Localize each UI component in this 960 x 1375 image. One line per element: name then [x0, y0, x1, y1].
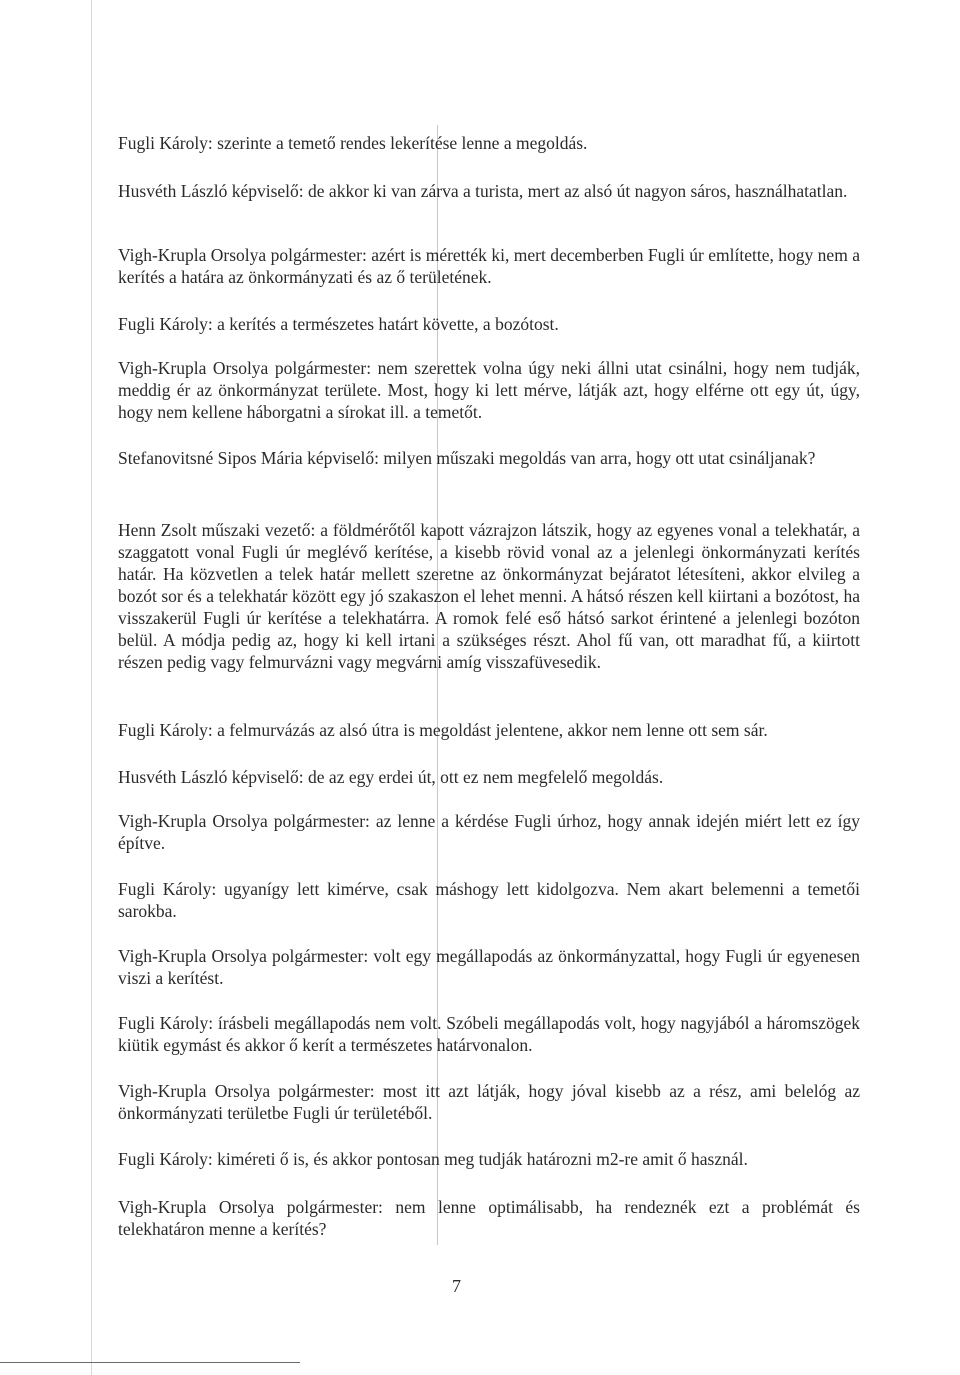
paragraph-2: Husvéth László képviselő: de akkor ki van zárva a turista, mert az alsó út nagyon sáros, használhatatlan. [118, 181, 848, 201]
paragraph-10: Vigh-Krupla Orsolya polgármester: az lenne a kérdése Fugli úrhoz, hogy annak idején miért lett ez így építve. [118, 811, 860, 853]
paragraph-16: Vigh-Krupla Orsolya polgármester: nem lenne optimálisabb, ha rendeznék ezt a problémát és telekhatáron menne a kerítés? [118, 1197, 860, 1239]
paragraph-7: Henn Zsolt műszaki vezető: a földmérőtől kapott vázrajzon látszik, hogy az egyenes vonal a telekhatár, a szaggatott vonal Fugli úr meglévő kerítése, a kisebb rövid vonal az a jelenlegi önkormányzati kerítés határ. Ha közvetlen a telek határ mellett szeretne az önkormányzat bejáratot létesíteni, akkor elvileg a bozót sor és a telekhatár között egy jó szakaszon el lehet menni. A hátsó részen kell kiirtani a bozótost, ha visszakerül Fugli úr kerítése a telekhatárra. A romok felé eső hátsó sarkot érintené a jelenlegi bozóton belül. A módja pedig az, hogy ki kell irtani a szükséges részt. Ahol fű van, ott maradhat fű, a kiirtott részen pedig vagy felmurvázni vagy megvárni amíg visszafüvesedik. [118, 520, 860, 672]
bottom-rule [0, 1362, 300, 1363]
paragraph-4: Fugli Károly: a kerítés a természetes határt követte, a bozótost. [118, 314, 559, 334]
paragraph-3: Vigh-Krupla Orsolya polgármester: azért is mérették ki, mert decemberben Fugli úr említette, hogy nem a kerítés a határa az önkormányzati és az ő területének. [118, 245, 860, 287]
paragraph-13: Fugli Károly: írásbeli megállapodás nem volt. Szóbeli megállapodás volt, hogy nagyjából a háromszögek kiütik egymást és akkor ő kerít a természetes határvonalon. [118, 1013, 860, 1055]
paragraph-1: Fugli Károly: szerinte a temető rendes lekerítése lenne a megoldás. [118, 133, 588, 153]
scan-fold-line [437, 125, 438, 1245]
paragraph-11: Fugli Károly: ugyanígy lett kimérve, csak máshogy lett kidolgozva. Nem akart belemenni a temetői sarokba. [118, 879, 860, 921]
page-number: 7 [452, 1276, 461, 1296]
scan-margin-line [91, 0, 92, 1375]
paragraph-9: Husvéth László képviselő: de az egy erdei út, ott ez nem megfelelő megoldás. [118, 767, 664, 787]
paragraph-15: Fugli Károly: kiméreti ő is, és akkor pontosan meg tudják határozni m2-re amit ő használ. [118, 1149, 748, 1169]
paragraph-12: Vigh-Krupla Orsolya polgármester: volt egy megállapodás az önkormányzattal, hogy Fugli úr egyenesen viszi a kerítést. [118, 946, 860, 988]
paragraph-8: Fugli Károly: a felmurvázás az alsó útra is megoldást jelentene, akkor nem lenne ott sem sár. [118, 720, 768, 740]
paragraph-5: Vigh-Krupla Orsolya polgármester: nem szerettek volna úgy neki állni utat csinálni, hogy nem tudják, meddig ér az önkormányzat területe. Most, hogy ki lett mérve, látják azt, hogy elférne ott egy út, úgy, hogy nem kellene háborgatni a sírokat ill. a temetőt. [118, 358, 860, 422]
paragraph-14: Vigh-Krupla Orsolya polgármester: most itt azt látják, hogy jóval kisebb az a rész, ami belelóg az önkormányzati területbe Fugli úr területéből. [118, 1081, 860, 1123]
paragraph-6: Stefanovitsné Sipos Mária képviselő: milyen műszaki megoldás van arra, hogy ott utat csináljanak? [118, 448, 816, 468]
